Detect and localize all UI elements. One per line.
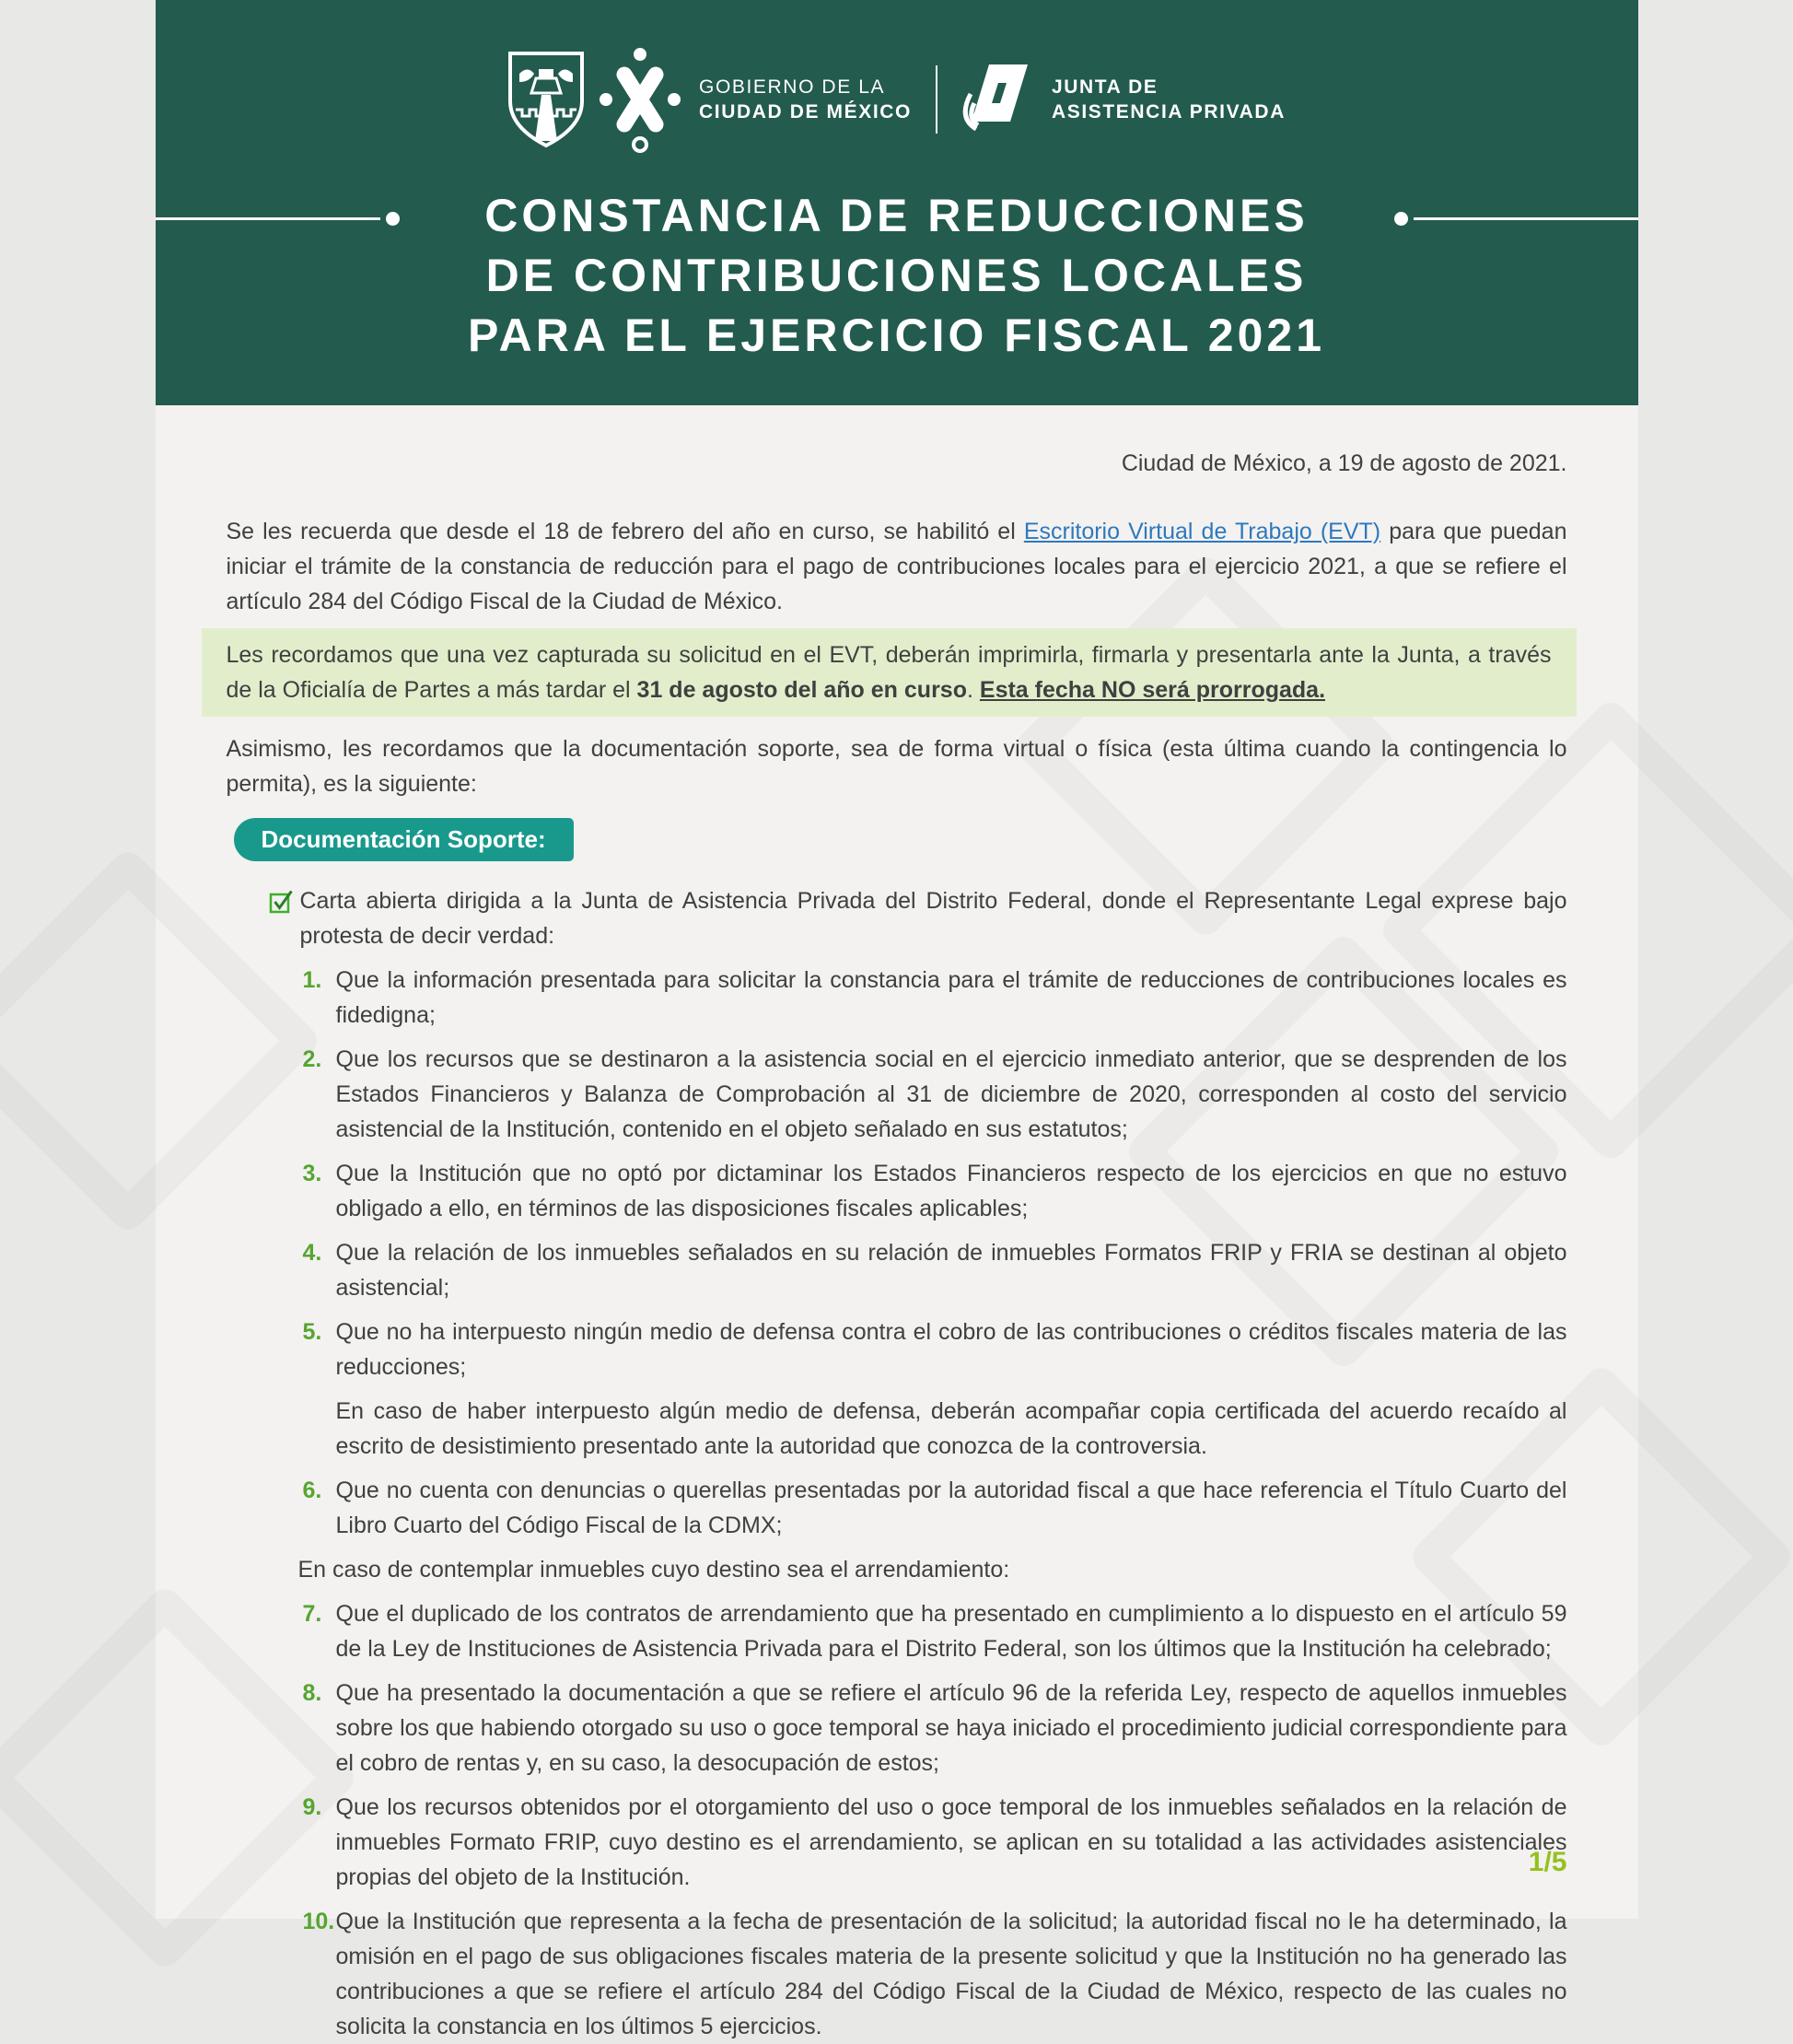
document-page xyxy=(156,0,1638,2039)
document-body xyxy=(156,446,1638,2044)
list-item-text: Que la Institución que representa a la fecha de presentación de la solicitud; la autoridad fiscal no le ha determinado, la omisión en el pago de sus obligaciones fiscales materia de la presente solicitud y que la Institución no ha generado las contribuciones a que se refiere el artículo 284 del Código Fiscal de la Ciudad de México, respecto de las cuales no solicita la constancia en los últimos 5 ejercicios. xyxy=(335,1909,1567,2039)
list-item-7 xyxy=(227,1596,1567,1666)
checklist-item-text: Carta abierta dirigida a la Junta de Asistencia Privada del Distrito Federal, donde el Representante Legal exprese bajo protesta de decir verdad: xyxy=(299,888,1567,949)
decoration-line xyxy=(1414,217,1638,220)
document-title xyxy=(156,186,1638,366)
gobierno-line2: CIUDAD DE MÉXICO xyxy=(699,101,912,123)
checklist-item xyxy=(227,883,1567,953)
deadline-date-bold: 31 de agosto del año en curso xyxy=(636,677,967,703)
list-number: 7. xyxy=(302,1601,322,1627)
list-item-4 xyxy=(227,1235,1567,1305)
document-header-banner xyxy=(156,0,1638,405)
gobierno-cdmx-wordmark xyxy=(699,75,912,124)
logo-row xyxy=(156,0,1638,153)
title-line-2: DE CONTRIBUCIONES LOCALES xyxy=(485,250,1308,301)
highlight-text: Les recordamos que una vez capturada su solicitud en el EVT, deberán imprimirla, firmarla y presentarla ante la Junta, a través de la Oficialía de Partes a más tardar el xyxy=(226,642,1552,703)
deadline-highlight-box xyxy=(202,628,1577,717)
list-item-1 xyxy=(227,963,1567,1033)
no-extension-warning: Esta fecha NO será prorrogada. xyxy=(979,677,1326,703)
section-badge-documentacion-soporte: Documentación Soporte: xyxy=(234,818,574,861)
title-line-1: CONSTANCIA DE REDUCCIONES xyxy=(484,190,1309,241)
title-decoration-left xyxy=(156,212,401,226)
list-item-text: Que la información presentada para solicitar la constancia para el trámite de reducciones de contribuciones locales es fidedigna; xyxy=(335,967,1567,1028)
jap-line1: JUNTA DE xyxy=(1051,76,1158,98)
list-item-10 xyxy=(227,1904,1567,2044)
jap-line2: ASISTENCIA PRIVADA xyxy=(1051,101,1286,123)
list-item-text: Que la Institución que no optó por dictaminar los Estados Financieros respecto de los ejercicios en que no estuvo obligado a ello, en términos de las disposiciones fiscales aplicables; xyxy=(335,1161,1567,1221)
cdmx-coat-of-arms-icon xyxy=(507,51,585,148)
list-number: 5. xyxy=(302,1319,322,1345)
list-item-text: Que no ha interpuesto ningún medio de defensa contra el cobro de las contribuciones o créditos fiscales materia de las reducciones; xyxy=(335,1319,1567,1380)
title-decoration-right xyxy=(1393,212,1638,226)
intro-paragraph xyxy=(227,514,1567,619)
date-line: Ciudad de México, a 19 de agosto de 2021. xyxy=(1121,450,1567,476)
list-item-text: Que el duplicado de los contratos de arrendamiento que ha presentado en cumplimiento a lo dispuesto en el artículo 59 de la Ley de Instituciones de Asistencia Privada para el Distrito Federal, son los últimos que la Institución ha celebrado; xyxy=(335,1601,1567,1662)
cdmx-x-logo-icon xyxy=(596,46,684,153)
jap-a-logo-icon xyxy=(961,59,1035,140)
list-number: 3. xyxy=(302,1161,322,1186)
jap-wordmark xyxy=(1052,75,1286,124)
list-item-6 xyxy=(227,1473,1567,1543)
list-number: 1. xyxy=(302,967,322,993)
decoration-dot xyxy=(386,212,400,226)
list-number: 8. xyxy=(302,1680,322,1706)
list-number: 4. xyxy=(302,1240,322,1266)
list-number: 6. xyxy=(302,1478,322,1503)
list-number: 9. xyxy=(302,1794,322,1820)
list-item-8 xyxy=(227,1676,1567,1781)
list-item-3 xyxy=(227,1156,1567,1226)
checked-checkbox-icon xyxy=(269,883,300,953)
gobierno-line1: GOBIERNO DE LA xyxy=(699,76,886,98)
title-line-3: PARA EL EJERCICIO FISCAL 2021 xyxy=(467,310,1326,361)
list-item-5 xyxy=(227,1314,1567,1384)
intro-text-after-link: para que puedan iniciar el trámite de la constancia de reducción para el pago de contribuciones locales para el ejercicio 2021, a que se refiere el artículo 284 del Código Fiscal de la Ciudad de México. xyxy=(226,519,1567,614)
documentation-reminder-paragraph: Asimismo, les recordamos que la documentación soporte, sea de forma virtual o física (esta última cuando la contingencia lo permita), es la siguiente: xyxy=(226,736,1567,797)
highlight-separator: . xyxy=(966,677,980,703)
list-item-9 xyxy=(227,1790,1567,1895)
page-number: 1/5 xyxy=(1528,1847,1567,1877)
lead-in-arrendamiento: En caso de contemplar inmuebles cuyo destino sea el arrendamiento: xyxy=(297,1557,1010,1583)
evt-link[interactable]: Escritorio Virtual de Trabajo (EVT) xyxy=(1023,519,1381,544)
decoration-line xyxy=(156,217,380,220)
logo-divider xyxy=(936,65,937,134)
list-item-text: Que no cuenta con denuncias o querellas presentadas por la autoridad fiscal a que hace referencia el Título Cuarto del Libro Cuarto del Código Fiscal de la CDMX; xyxy=(335,1478,1567,1538)
list-item-text: Que la relación de los inmuebles señalados en su relación de inmuebles Formatos FRIP y FRIA se destinan al objeto asistencial; xyxy=(335,1240,1567,1301)
note-after-item-5: En caso de haber interpuesto algún medio de defensa, deberán acompañar copia certificada del acuerdo recaído al escrito de desistimiento presentado ante la autoridad que conozca de la controversia. xyxy=(335,1398,1567,1459)
requirements-list xyxy=(227,963,1567,2044)
decoration-dot xyxy=(1394,212,1408,226)
list-number: 10. xyxy=(302,1909,335,1934)
list-item-2 xyxy=(227,1042,1567,1147)
list-item-text: Que los recursos que se destinaron a la asistencia social en el ejercicio inmediato anterior, que se desprenden de los Estados Financieros y Balanza de Comprobación al 31 de diciembre de 2020, corresponden al costo del servicio asistencial de la Institución, contenido en el objeto señalado en sus estatutos; xyxy=(335,1046,1567,1142)
intro-text-before-link: Se les recuerda que desde el 18 de febrero del año en curso, se habilitó el xyxy=(226,519,1024,544)
list-item-text: Que ha presentado la documentación a que se refiere el artículo 96 de la referida Ley, respecto de aquellos inmuebles sobre los que habiendo otorgado su uso o goce temporal se haya iniciado el procedimiento judicial correspondiente para el cobro de rentas y, en su caso, la desocupación de estos; xyxy=(335,1680,1567,1776)
list-number: 2. xyxy=(302,1046,322,1072)
list-item-text: Que los recursos obtenidos por el otorgamiento del uso o goce temporal de los inmuebles señalados en la relación de inmuebles Formato FRIP, cuyo destino es el arrendamiento, se aplican en su totalidad a las actividades asistenciales propias del objeto de la Institución. xyxy=(335,1794,1567,1890)
